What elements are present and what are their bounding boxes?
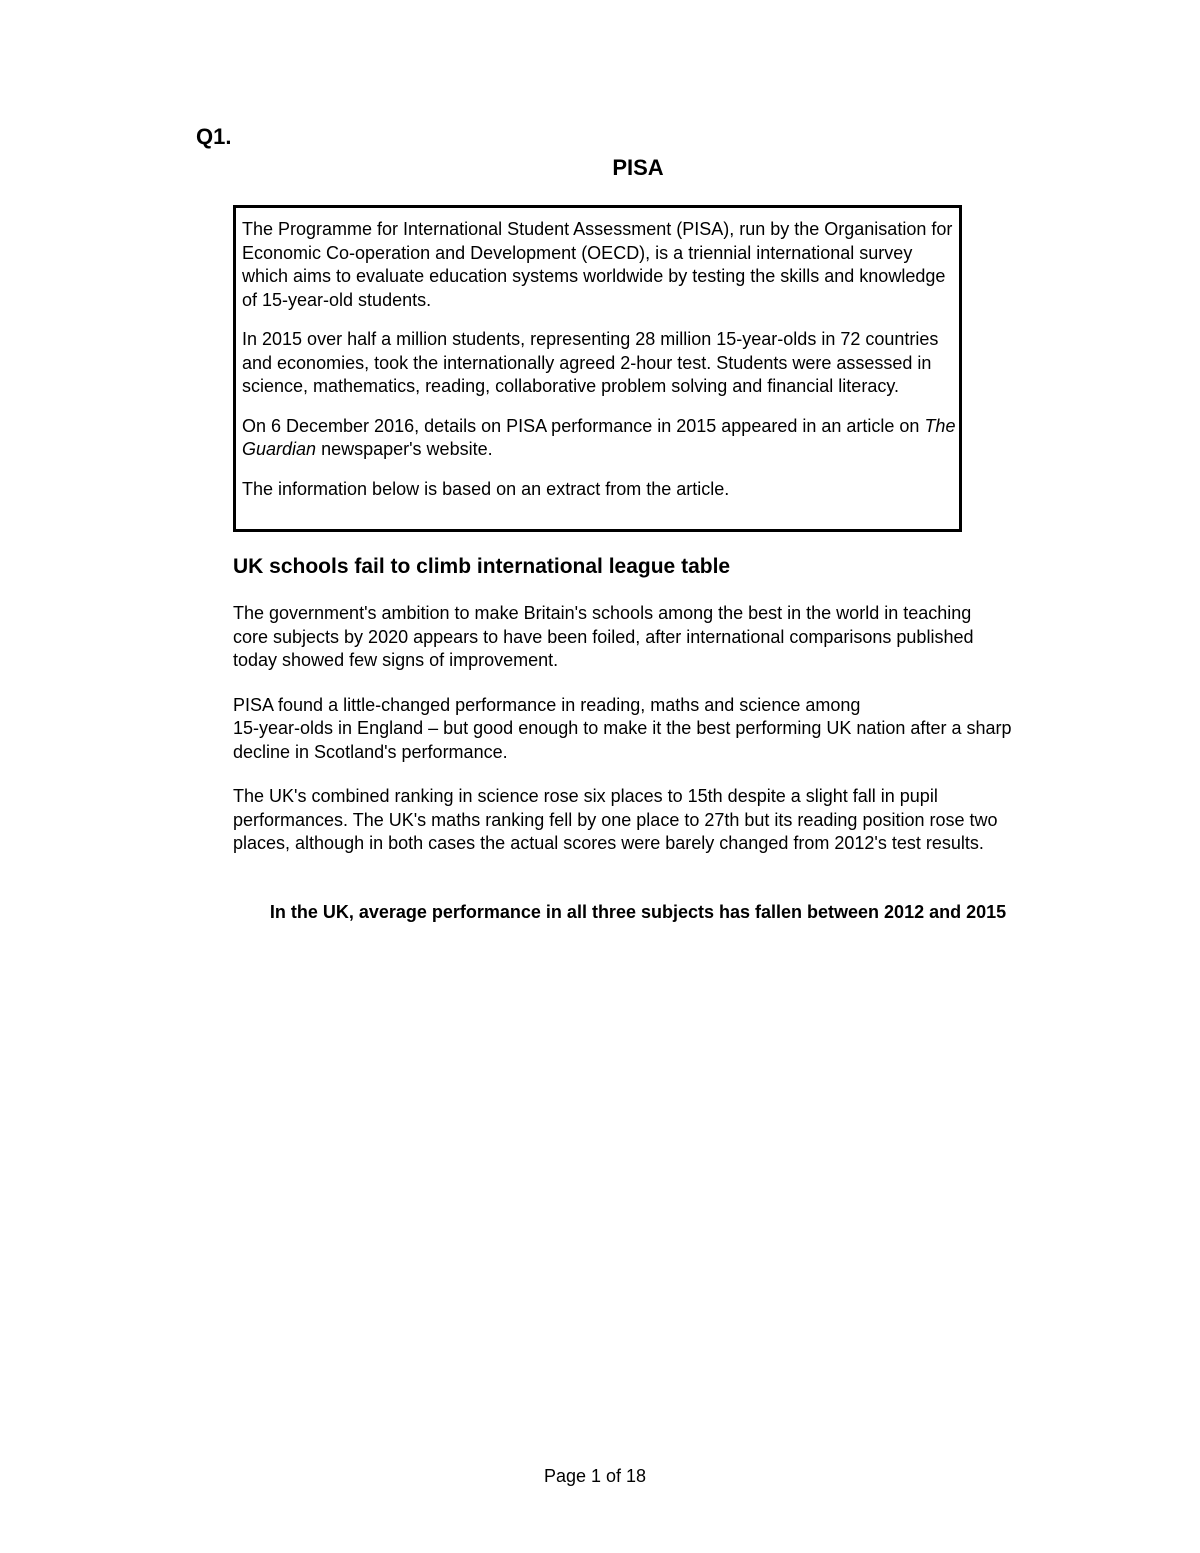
intro-paragraph-3-end: newspaper's website.: [316, 439, 493, 459]
chart-caption: In the UK, average performance in all three subjects has fallen between 2012 and 2015: [269, 902, 1007, 922]
intro-paragraph-1: The Programme for International Student Assessment (PISA), run by the Organisation for Economic Co-operation and Development (OECD), is a triennial international survey which aims to evaluate education systems worldwide by testing the skills and knowledge of 15-year-old students.: [242, 219, 953, 310]
question-number: Q1.: [196, 124, 232, 149]
intro-paragraph-4: The information below is based on an extract from the article.: [242, 478, 730, 499]
intro-paragraph-3-start: On 6 December 2016, details on PISA performance in 2015 appeared in an article on: [242, 415, 925, 436]
article-paragraph-1: The government's ambition to make Britain's schools among the best in the world in teaching core subjects by 2020 appears to have been foiled, after international comparisons published today showed few signs of improvement.: [233, 603, 974, 670]
intro-paragraph-3: [242, 415, 959, 462]
article-paragraph-2-rest: 15-year-olds in England – but good enough to make it the best performing UK nation after a sharp decline in Scotland's performance.: [233, 718, 1012, 762]
page-number: Page 1 of 18: [543, 1466, 647, 1486]
article-paragraph-3: The UK's combined ranking in science rose six places to 15th despite a slight fall in pupil performances. The UK's maths ranking fell by one place to 27th but its reading position rose two places, although in both cases the actual scores were barely changed from 2012's test results.: [233, 786, 998, 853]
page-title: PISA: [612, 155, 664, 180]
article-body: [233, 602, 1053, 877]
intro-box: [233, 205, 962, 532]
article-headline: UK schools fail to climb international league table: [233, 555, 731, 578]
newspaper-name: The Guardian: [242, 415, 956, 459]
article-paragraph-2-line-1: PISA found a little-changed performance in reading, maths and science among: [233, 694, 861, 715]
article-paragraph-2: [233, 694, 1053, 765]
intro-paragraph-2: In 2015 over half a million students, representing 28 million 15-year-olds in 72 countries and economies, took the internationally agreed 2-hour test. Students were assessed in science, mathematics, reading, collaborative problem solving and financial literacy.: [242, 329, 939, 396]
